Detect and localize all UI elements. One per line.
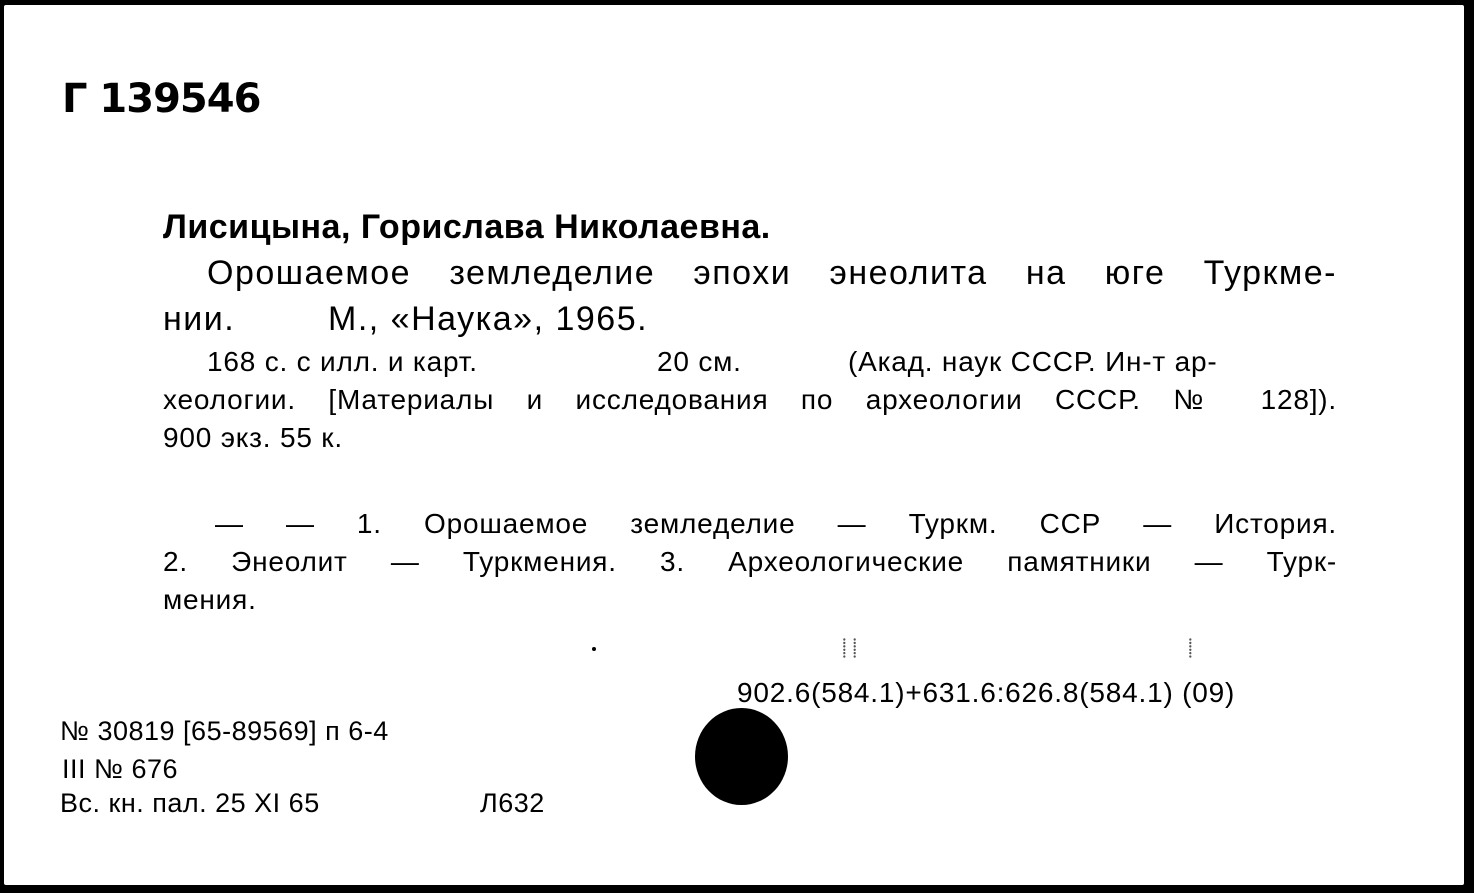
subject-line-3: мения. xyxy=(163,584,257,615)
author-heading: Лисицына, Горислава Николаевна. xyxy=(163,208,771,246)
faint-mark: ⸽ ⸽ xyxy=(842,638,857,659)
description-size: 20 см. xyxy=(657,346,742,377)
title-line-1: Орошаемое земледелие эпохи энеолита на юге Туркме- xyxy=(207,254,1337,292)
subject-line-1: — — 1. Орошаемое земледелие — Туркм. ССР — История. xyxy=(215,508,1337,539)
card-punch-hole xyxy=(695,708,788,805)
subject-line-2: 2. Энеолит — Туркмения. 3. Археологические памятники — Турк- xyxy=(163,546,1337,577)
description-pages: 168 с. с илл. и карт. xyxy=(207,346,478,377)
card-series-number: III № 676 xyxy=(62,754,179,784)
description-edition: 900 экз. 55 к. xyxy=(163,422,343,453)
publisher-imprint: М., «Наука», 1965. xyxy=(328,300,649,338)
description-series: хеологии. [Материалы и исследования по археологии СССР. № 128]). xyxy=(163,384,1337,415)
handwritten-call-number: Г 139546 xyxy=(62,76,261,122)
classification-index: 902.6(584.1)+631.6:626.8(584.1) (09) xyxy=(737,677,1236,708)
description-series-start: (Акад. наук СССР. Ин-т ар- xyxy=(848,346,1218,377)
title-line-2: нии. xyxy=(163,300,236,338)
speck xyxy=(592,647,596,651)
print-code: Л632 xyxy=(480,788,545,818)
book-chamber-date: Вс. кн. пал. 25 XI 65 xyxy=(60,788,320,818)
faint-mark: ⸽ xyxy=(1188,638,1193,659)
card-number: № 30819 [65-89569] п 6-4 xyxy=(60,716,389,746)
